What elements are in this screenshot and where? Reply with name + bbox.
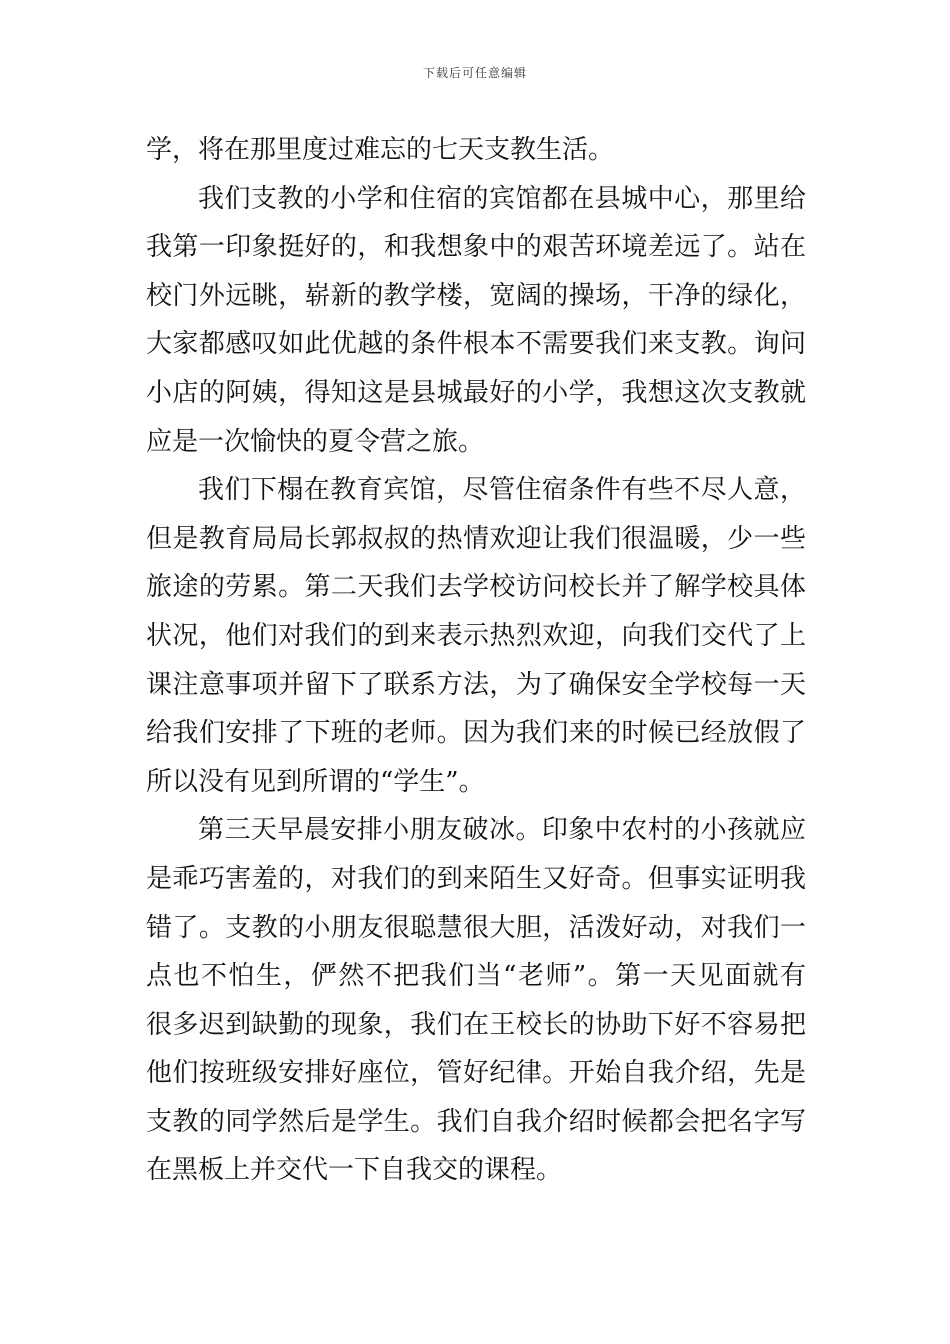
text-line: 我们支教的小学和住宿的宾馆都在县城中心，那里给 [198,183,806,214]
text-line: 点也不怕生，俨然不把我们当“老师”。第一天见面就有 [146,961,806,992]
text-line: 应是一次愉快的夏令营之旅。 [146,426,485,457]
page-header: 下载后可任意编辑 [422,66,527,80]
text-line: 所以没有见到所谓的“学生”。 [146,766,485,797]
text-line: 在黑板上并交代一下自我交的课程。 [146,1155,563,1186]
text-line: 旅途的劳累。第二天我们去学校访问校长并了解学校具体 [146,572,806,603]
text-line: 状况，他们对我们的到来表示热烈欢迎，向我们交代了上 [146,620,806,651]
text-line: 我第一印象挺好的，和我想象中的艰苦环境差远了。站在 [146,232,806,263]
text-line: 支教的同学然后是学生。我们自我介绍时候都会把名字写 [146,1106,806,1137]
text-line: 大家都感叹如此优越的条件根本不需要我们来支教。询问 [146,329,806,360]
text-line: 校门外远眺，崭新的教学楼，宽阔的操场，干净的绿化， [146,280,806,311]
text-line: 但是教育局局长郭叔叔的热情欢迎让我们很温暖，少一些 [146,523,806,554]
text-line: 第三天早晨安排小朋友破冰。印象中农村的小孩就应 [198,815,806,846]
text-line: 学，将在那里度过难忘的七天支教生活。 [146,135,615,165]
document-body [146,126,806,1195]
text-line: 错了。支教的小朋友很聪慧很大胆，活泼好动，对我们一 [146,912,806,943]
text-line: 很多迟到缺勤的现象，我们在王校长的协助下好不容易把 [146,1009,806,1040]
text-line: 小店的阿姨，得知这是县城最好的小学，我想这次支教就 [146,377,806,408]
text-line: 给我们安排了下班的老师。因为我们来的时候已经放假了 [146,718,806,749]
text-line: 是乖巧害羞的，对我们的到来陌生又好奇。但事实证明我 [146,863,806,894]
text-line: 他们按班级安排好座位，管好纪律。开始自我介绍，先是 [146,1058,806,1089]
text-line: 课注意事项并留下了联系方法，为了确保安全学校每一天 [146,669,806,700]
text-line: 我们下榻在教育宾馆，尽管住宿条件有些不尽人意， [198,475,806,506]
